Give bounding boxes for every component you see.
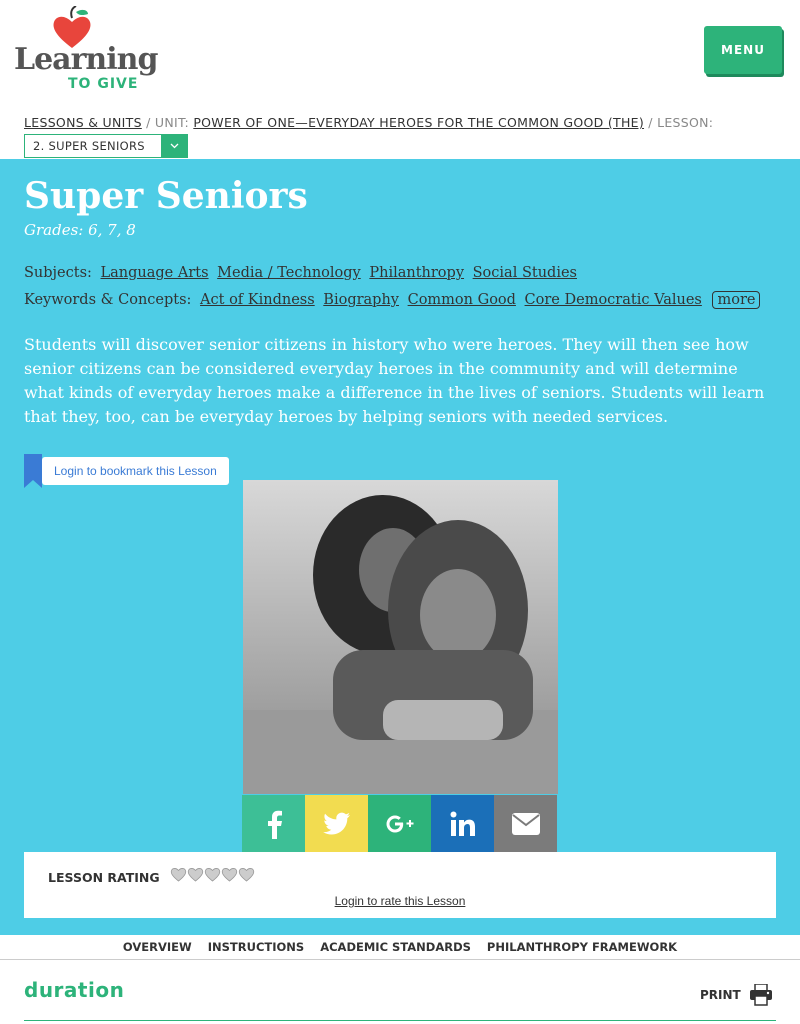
linkedin-icon: [450, 811, 476, 837]
breadcrumb-separator-lesson: / LESSON:: [644, 115, 714, 130]
breadcrumb-unit-link[interactable]: POWER OF ONE—EVERYDAY HEROES FOR THE COMMON GOOD (THE): [193, 115, 645, 130]
bookmark-control[interactable]: [24, 454, 229, 488]
rating-hearts: [170, 866, 255, 883]
subjects-label: Subjects:: [24, 265, 92, 281]
share-google-plus-button[interactable]: [368, 795, 431, 852]
print-label: PRINT: [700, 988, 741, 1002]
facebook-icon: [265, 809, 283, 839]
heart-icon[interactable]: [187, 866, 204, 883]
heart-icon[interactable]: [238, 866, 255, 883]
subject-link-media-technology[interactable]: Media / Technology: [217, 265, 361, 281]
subjects-row: [24, 265, 577, 281]
tab-academic-standards[interactable]: ACADEMIC STANDARDS: [320, 940, 471, 954]
print-button[interactable]: [700, 984, 773, 1006]
tab-instructions[interactable]: INSTRUCTIONS: [207, 940, 305, 954]
printer-icon: [749, 984, 773, 1006]
keyword-link-biography[interactable]: Biography: [323, 292, 399, 308]
logo-wordmark: Learning: [14, 42, 158, 77]
keyword-link-common-good[interactable]: Common Good: [407, 292, 516, 308]
lesson-rating-box: [24, 852, 776, 918]
heart-icon[interactable]: [204, 866, 221, 883]
twitter-icon: [323, 812, 351, 836]
chevron-down-icon[interactable]: [161, 135, 187, 157]
share-twitter-button[interactable]: [305, 795, 368, 852]
lesson-hero: [0, 159, 800, 935]
logo-subtext: TO GIVE: [68, 76, 139, 92]
bookmark-login-link[interactable]: Login to bookmark this Lesson: [42, 457, 229, 485]
lesson-rating-label: LESSON RATING: [48, 870, 160, 885]
lesson-photo-illustration: [243, 480, 558, 794]
lesson-photo: [243, 480, 558, 794]
subject-link-social-studies[interactable]: Social Studies: [472, 265, 577, 281]
breadcrumb-lessons-units-link[interactable]: LESSONS & UNITS: [24, 115, 142, 130]
share-facebook-button[interactable]: [242, 795, 305, 852]
site-header: [0, 0, 800, 110]
keyword-link-core-democratic-values[interactable]: Core Democratic Values: [524, 292, 702, 308]
site-logo[interactable]: [14, 6, 174, 92]
heart-icon[interactable]: [221, 866, 238, 883]
subject-link-philanthropy[interactable]: Philanthropy: [369, 265, 465, 281]
section-title-duration: duration: [24, 978, 125, 1002]
breadcrumb: [24, 115, 784, 130]
keyword-link-act-of-kindness[interactable]: Act of Kindness: [200, 292, 315, 308]
keywords-row: [24, 291, 760, 309]
share-bar: [242, 795, 557, 852]
lesson-description: Students will discover senior citizens in history who were heroes. They will then see how senior citizens can be considered everyday heroes in the community and will determine what kinds of everyday heroes make a difference in the lives of seniors. Students will learn that they, too, can be everyday heroes by helping seniors with needed services.: [24, 335, 765, 426]
more-keywords-button[interactable]: more: [712, 291, 760, 309]
lesson-grades: Grades: 6, 7, 8: [24, 221, 136, 239]
share-email-button[interactable]: [494, 795, 557, 852]
menu-button[interactable]: MENU: [704, 26, 782, 74]
breadcrumb-separator-unit: / UNIT:: [141, 115, 194, 130]
lesson-select-value: 2. SUPER SENIORS: [33, 139, 145, 153]
keywords-label: Keywords & Concepts:: [24, 292, 192, 308]
tab-philanthropy-framework[interactable]: PHILANTHROPY FRAMEWORK: [486, 940, 678, 954]
lesson-select-dropdown[interactable]: [24, 134, 188, 158]
section-divider: [24, 1020, 776, 1021]
share-linkedin-button[interactable]: [431, 795, 494, 852]
email-icon: [512, 813, 540, 835]
page-title: Super Seniors: [24, 175, 308, 217]
lesson-tabs: [0, 935, 800, 960]
rate-lesson-login-link[interactable]: Login to rate this Lesson: [334, 894, 466, 908]
heart-icon[interactable]: [170, 866, 187, 883]
bookmark-icon: [24, 454, 42, 488]
tab-overview[interactable]: OVERVIEW: [122, 940, 192, 954]
google-plus-icon: [385, 814, 415, 834]
subject-link-language-arts[interactable]: Language Arts: [100, 265, 209, 281]
